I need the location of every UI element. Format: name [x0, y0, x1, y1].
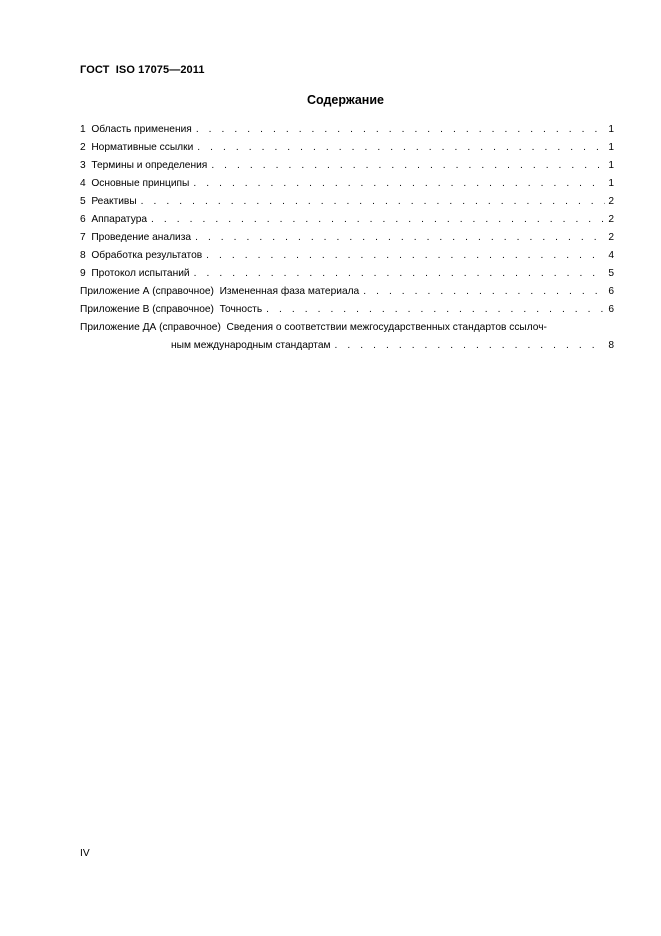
toc-leader-dots: [151, 211, 605, 229]
toc-entry-page: 2: [608, 214, 614, 225]
toc-leader-dots: [266, 301, 605, 319]
toc-entry-apparatus[interactable]: [80, 211, 614, 229]
toc-entry-page: 1: [608, 178, 614, 189]
toc-title: Содержание: [306, 93, 384, 107]
toc-entry-label: 6 Аппаратура: [80, 214, 148, 225]
toc-leader-dots: [141, 193, 606, 211]
toc-entry-label: 5 Реактивы: [80, 196, 137, 207]
toc-entry-page: 6: [608, 286, 614, 297]
toc-entry-label: 9 Протокол испытаний: [80, 268, 190, 279]
toc-entry-page: 2: [608, 232, 614, 243]
toc-leader-dots: [195, 229, 605, 247]
toc-entry-scope[interactable]: [80, 121, 614, 139]
toc-entry-page: 2: [608, 196, 614, 207]
toc-entry-label: Приложение А (справочное) Измененная фаза материала: [80, 286, 360, 297]
toc-entry-principles[interactable]: [80, 175, 614, 193]
toc-entry-appendix-da[interactable]: [80, 319, 614, 355]
toc-entry-label-line2: ным международным стандартам: [171, 340, 331, 351]
toc-leader-dots: [363, 283, 605, 301]
toc-leader-dots: [335, 337, 606, 355]
toc-entry-label: 2 Нормативные ссылки: [80, 142, 194, 153]
document-code-header: ГОСТ ISO 17075—2011: [80, 64, 205, 76]
toc-entry-label: 1 Область применения: [80, 124, 192, 135]
toc-entry-label: 3 Термины и определения: [80, 160, 208, 171]
toc-entry-test-report[interactable]: [80, 265, 614, 283]
toc-entry-procedure[interactable]: [80, 229, 614, 247]
toc-entry-line2: [80, 337, 614, 355]
toc-entry-terms[interactable]: [80, 157, 614, 175]
toc-entry-page: 4: [608, 250, 614, 261]
toc-entry-page: 1: [608, 142, 614, 153]
toc-entry-appendix-a[interactable]: [80, 283, 614, 301]
toc-leader-dots: [193, 175, 605, 193]
toc-entry-page: 5: [608, 268, 614, 279]
toc-entry-page: 1: [608, 124, 614, 135]
toc-entry-label: 8 Обработка результатов: [80, 250, 203, 261]
toc-entry-label: 4 Основные принципы: [80, 178, 190, 189]
toc-entry-appendix-b[interactable]: [80, 301, 614, 319]
table-of-contents: [80, 121, 614, 355]
page-number: IV: [80, 848, 90, 859]
toc-leader-dots: [196, 121, 606, 139]
toc-entry-reagents[interactable]: [80, 193, 614, 211]
toc-entry-label: Приложение В (справочное) Точность: [80, 304, 263, 315]
toc-entry-page: 1: [608, 160, 614, 171]
toc-entry-results[interactable]: [80, 247, 614, 265]
toc-leader-dots: [197, 139, 605, 157]
toc-entry-label-line1: Приложение ДА (справочное) Сведения о соответствии межгосударственных стандартов ссылоч-: [80, 322, 547, 333]
toc-entry-normative-references[interactable]: [80, 139, 614, 157]
toc-leader-dots: [206, 247, 605, 265]
toc-leader-dots: [211, 157, 605, 175]
toc-entry-page: 8: [608, 340, 614, 351]
toc-entry-page: 6: [608, 304, 614, 315]
toc-entry-label: 7 Проведение анализа: [80, 232, 192, 243]
toc-leader-dots: [194, 265, 606, 283]
